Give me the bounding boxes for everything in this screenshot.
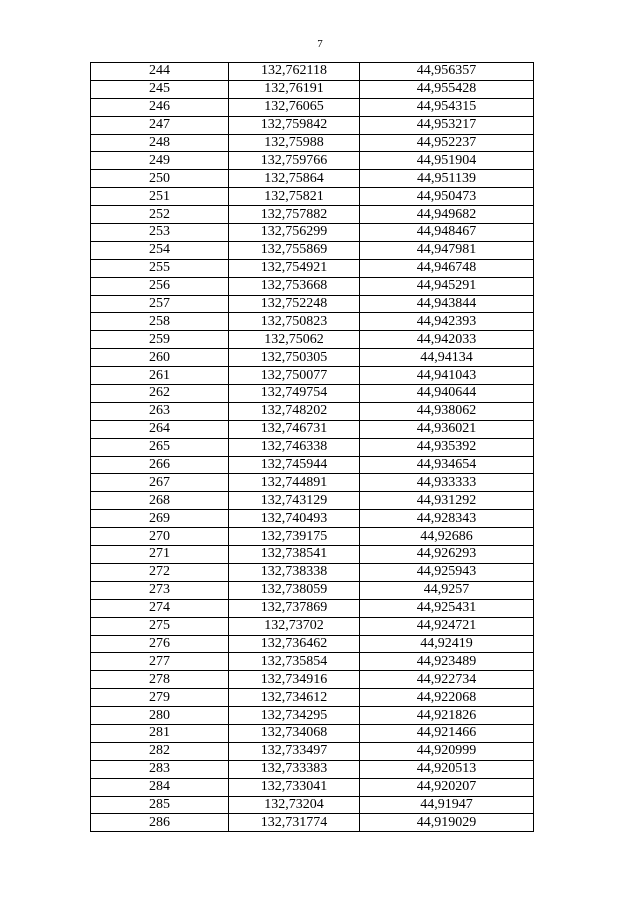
x-coordinate-cell: 132,73702 — [229, 617, 360, 635]
point-number-cell: 247 — [91, 116, 229, 134]
point-number-cell: 272 — [91, 563, 229, 581]
point-number-cell: 252 — [91, 206, 229, 224]
table-row — [91, 224, 534, 242]
point-number-cell: 248 — [91, 134, 229, 152]
point-number-cell: 246 — [91, 98, 229, 116]
table-row — [91, 742, 534, 760]
point-number-cell: 281 — [91, 724, 229, 742]
table-row — [91, 528, 534, 546]
y-coordinate-cell: 44,951139 — [360, 170, 534, 188]
point-number-cell: 282 — [91, 742, 229, 760]
y-coordinate-cell: 44,956357 — [360, 63, 534, 81]
x-coordinate-cell: 132,735854 — [229, 653, 360, 671]
point-number-cell: 285 — [91, 796, 229, 814]
y-coordinate-cell: 44,921826 — [360, 707, 534, 725]
x-coordinate-cell: 132,754921 — [229, 259, 360, 277]
point-number-cell: 264 — [91, 420, 229, 438]
table-row — [91, 599, 534, 617]
table-row — [91, 635, 534, 653]
table-row — [91, 617, 534, 635]
table-row — [91, 724, 534, 742]
table-row — [91, 438, 534, 456]
table-row — [91, 814, 534, 832]
point-number-cell: 280 — [91, 707, 229, 725]
y-coordinate-cell: 44,946748 — [360, 259, 534, 277]
point-number-cell: 265 — [91, 438, 229, 456]
point-number-cell: 277 — [91, 653, 229, 671]
point-number-cell: 254 — [91, 241, 229, 259]
table-row — [91, 707, 534, 725]
table-row — [91, 385, 534, 403]
x-coordinate-cell: 132,750077 — [229, 367, 360, 385]
y-coordinate-cell: 44,92419 — [360, 635, 534, 653]
point-number-cell: 251 — [91, 188, 229, 206]
table-row — [91, 63, 534, 81]
y-coordinate-cell: 44,928343 — [360, 510, 534, 528]
table-row — [91, 277, 534, 295]
x-coordinate-cell: 132,736462 — [229, 635, 360, 653]
y-coordinate-cell: 44,951904 — [360, 152, 534, 170]
x-coordinate-cell: 132,749754 — [229, 385, 360, 403]
x-coordinate-cell: 132,738059 — [229, 581, 360, 599]
x-coordinate-cell: 132,740493 — [229, 510, 360, 528]
table-row — [91, 563, 534, 581]
table-row — [91, 420, 534, 438]
point-number-cell: 279 — [91, 689, 229, 707]
table-row — [91, 331, 534, 349]
x-coordinate-cell: 132,731774 — [229, 814, 360, 832]
y-coordinate-cell: 44,935392 — [360, 438, 534, 456]
table-row — [91, 259, 534, 277]
table-row — [91, 367, 534, 385]
y-coordinate-cell: 44,942033 — [360, 331, 534, 349]
point-number-cell: 263 — [91, 402, 229, 420]
x-coordinate-cell: 132,748202 — [229, 402, 360, 420]
table-row — [91, 349, 534, 367]
point-number-cell: 284 — [91, 778, 229, 796]
y-coordinate-cell: 44,923489 — [360, 653, 534, 671]
y-coordinate-cell: 44,953217 — [360, 116, 534, 134]
point-number-cell: 276 — [91, 635, 229, 653]
point-number-cell: 286 — [91, 814, 229, 832]
table-row — [91, 188, 534, 206]
table-row — [91, 134, 534, 152]
y-coordinate-cell: 44,925431 — [360, 599, 534, 617]
y-coordinate-cell: 44,922734 — [360, 671, 534, 689]
x-coordinate-cell: 132,759766 — [229, 152, 360, 170]
y-coordinate-cell: 44,920513 — [360, 760, 534, 778]
x-coordinate-cell: 132,757882 — [229, 206, 360, 224]
point-number-cell: 274 — [91, 599, 229, 617]
x-coordinate-cell: 132,752248 — [229, 295, 360, 313]
x-coordinate-cell: 132,750305 — [229, 349, 360, 367]
y-coordinate-cell: 44,92686 — [360, 528, 534, 546]
x-coordinate-cell: 132,734612 — [229, 689, 360, 707]
y-coordinate-cell: 44,954315 — [360, 98, 534, 116]
y-coordinate-cell: 44,94134 — [360, 349, 534, 367]
y-coordinate-cell: 44,950473 — [360, 188, 534, 206]
point-number-cell: 260 — [91, 349, 229, 367]
y-coordinate-cell: 44,940644 — [360, 385, 534, 403]
x-coordinate-cell: 132,733497 — [229, 742, 360, 760]
x-coordinate-cell: 132,743129 — [229, 492, 360, 510]
y-coordinate-cell: 44,934654 — [360, 456, 534, 474]
point-number-cell: 273 — [91, 581, 229, 599]
table-row — [91, 581, 534, 599]
x-coordinate-cell: 132,755869 — [229, 241, 360, 259]
x-coordinate-cell: 132,745944 — [229, 456, 360, 474]
point-number-cell: 262 — [91, 385, 229, 403]
y-coordinate-cell: 44,952237 — [360, 134, 534, 152]
point-number-cell: 249 — [91, 152, 229, 170]
x-coordinate-cell: 132,759842 — [229, 116, 360, 134]
table-row — [91, 456, 534, 474]
x-coordinate-cell: 132,75062 — [229, 331, 360, 349]
table-row — [91, 116, 534, 134]
table-row — [91, 313, 534, 331]
table-row — [91, 241, 534, 259]
table-row — [91, 152, 534, 170]
table-row — [91, 295, 534, 313]
x-coordinate-cell: 132,738541 — [229, 546, 360, 564]
point-number-cell: 259 — [91, 331, 229, 349]
y-coordinate-cell: 44,941043 — [360, 367, 534, 385]
coordinates-table-body — [91, 63, 534, 832]
y-coordinate-cell: 44,920207 — [360, 778, 534, 796]
y-coordinate-cell: 44,924721 — [360, 617, 534, 635]
y-coordinate-cell: 44,938062 — [360, 402, 534, 420]
point-number-cell: 268 — [91, 492, 229, 510]
table-row — [91, 474, 534, 492]
table-row — [91, 492, 534, 510]
table-row — [91, 98, 534, 116]
point-number-cell: 266 — [91, 456, 229, 474]
x-coordinate-cell: 132,76065 — [229, 98, 360, 116]
point-number-cell: 250 — [91, 170, 229, 188]
point-number-cell: 278 — [91, 671, 229, 689]
point-number-cell: 244 — [91, 63, 229, 81]
x-coordinate-cell: 132,739175 — [229, 528, 360, 546]
y-coordinate-cell: 44,933333 — [360, 474, 534, 492]
x-coordinate-cell: 132,744891 — [229, 474, 360, 492]
table-row — [91, 653, 534, 671]
point-number-cell: 269 — [91, 510, 229, 528]
table-row — [91, 510, 534, 528]
table-row — [91, 796, 534, 814]
point-number-cell: 261 — [91, 367, 229, 385]
x-coordinate-cell: 132,746731 — [229, 420, 360, 438]
table-row — [91, 206, 534, 224]
point-number-cell: 258 — [91, 313, 229, 331]
x-coordinate-cell: 132,762118 — [229, 63, 360, 81]
x-coordinate-cell: 132,756299 — [229, 224, 360, 242]
point-number-cell: 267 — [91, 474, 229, 492]
y-coordinate-cell: 44,919029 — [360, 814, 534, 832]
x-coordinate-cell: 132,75988 — [229, 134, 360, 152]
table-row — [91, 671, 534, 689]
y-coordinate-cell: 44,955428 — [360, 80, 534, 98]
point-number-cell: 245 — [91, 80, 229, 98]
point-number-cell: 255 — [91, 259, 229, 277]
y-coordinate-cell: 44,920999 — [360, 742, 534, 760]
x-coordinate-cell: 132,733041 — [229, 778, 360, 796]
x-coordinate-cell: 132,73204 — [229, 796, 360, 814]
point-number-cell: 275 — [91, 617, 229, 635]
point-number-cell: 257 — [91, 295, 229, 313]
point-number-cell: 270 — [91, 528, 229, 546]
x-coordinate-cell: 132,733383 — [229, 760, 360, 778]
y-coordinate-cell: 44,926293 — [360, 546, 534, 564]
y-coordinate-cell: 44,931292 — [360, 492, 534, 510]
x-coordinate-cell: 132,75864 — [229, 170, 360, 188]
point-number-cell: 271 — [91, 546, 229, 564]
y-coordinate-cell: 44,9257 — [360, 581, 534, 599]
x-coordinate-cell: 132,737869 — [229, 599, 360, 617]
y-coordinate-cell: 44,948467 — [360, 224, 534, 242]
coordinates-table — [90, 62, 534, 832]
x-coordinate-cell: 132,734295 — [229, 707, 360, 725]
point-number-cell: 256 — [91, 277, 229, 295]
table-row — [91, 760, 534, 778]
table-row — [91, 546, 534, 564]
table-row — [91, 402, 534, 420]
y-coordinate-cell: 44,936021 — [360, 420, 534, 438]
x-coordinate-cell: 132,746338 — [229, 438, 360, 456]
y-coordinate-cell: 44,91947 — [360, 796, 534, 814]
table-row — [91, 80, 534, 98]
y-coordinate-cell: 44,921466 — [360, 724, 534, 742]
y-coordinate-cell: 44,945291 — [360, 277, 534, 295]
y-coordinate-cell: 44,949682 — [360, 206, 534, 224]
x-coordinate-cell: 132,75821 — [229, 188, 360, 206]
x-coordinate-cell: 132,734916 — [229, 671, 360, 689]
page-number: 7 — [317, 38, 323, 50]
x-coordinate-cell: 132,753668 — [229, 277, 360, 295]
y-coordinate-cell: 44,943844 — [360, 295, 534, 313]
y-coordinate-cell: 44,922068 — [360, 689, 534, 707]
x-coordinate-cell: 132,76191 — [229, 80, 360, 98]
y-coordinate-cell: 44,925943 — [360, 563, 534, 581]
x-coordinate-cell: 132,750823 — [229, 313, 360, 331]
table-row — [91, 170, 534, 188]
point-number-cell: 283 — [91, 760, 229, 778]
y-coordinate-cell: 44,947981 — [360, 241, 534, 259]
table-row — [91, 689, 534, 707]
x-coordinate-cell: 132,738338 — [229, 563, 360, 581]
point-number-cell: 253 — [91, 224, 229, 242]
x-coordinate-cell: 132,734068 — [229, 724, 360, 742]
table-row — [91, 778, 534, 796]
y-coordinate-cell: 44,942393 — [360, 313, 534, 331]
